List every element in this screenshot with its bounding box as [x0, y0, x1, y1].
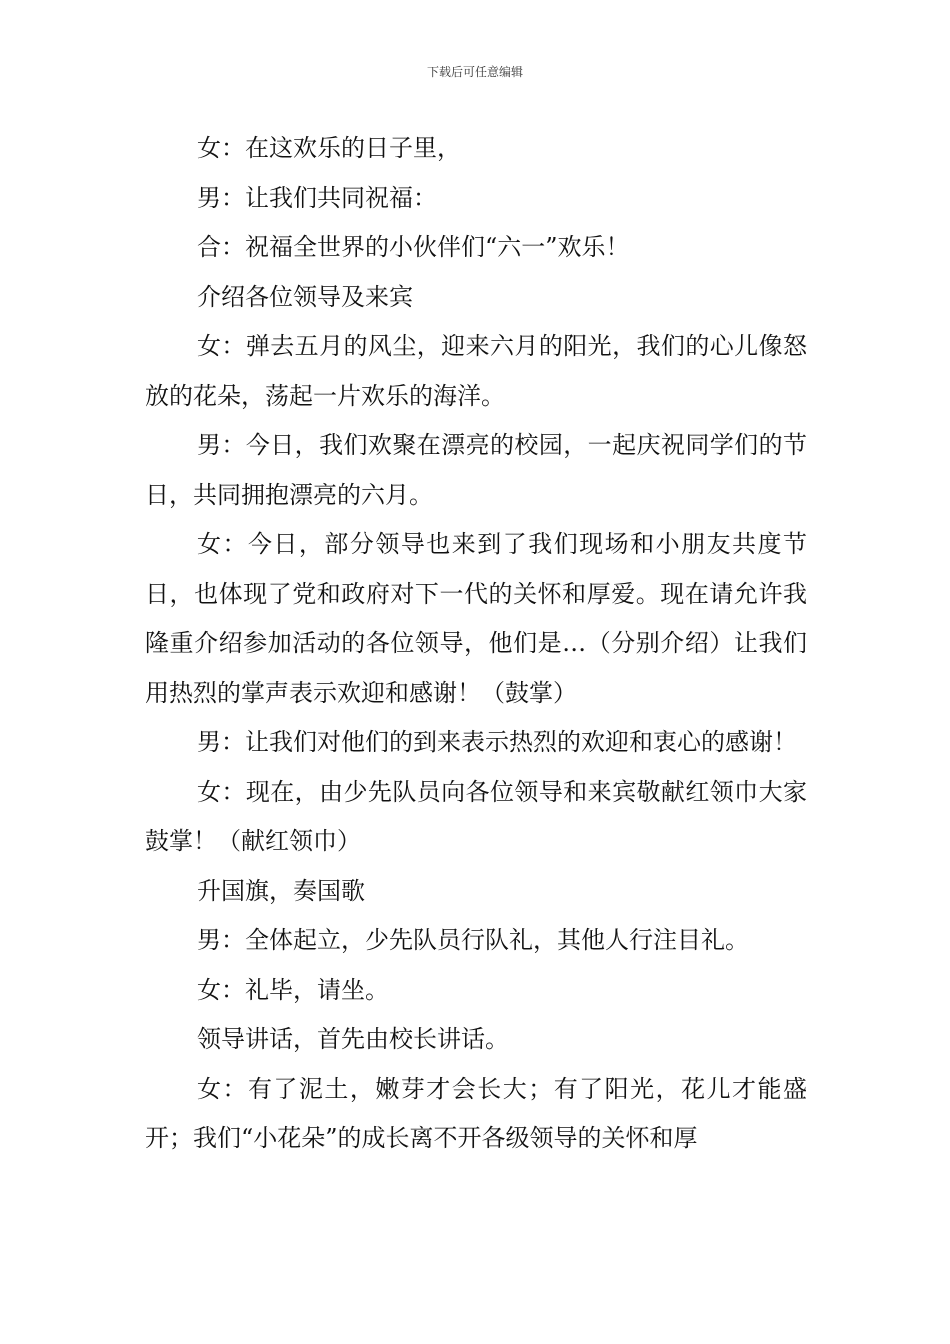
document-body	[145, 124, 807, 1164]
paragraph-7: 女：今日，部分领导也来到了我们现场和小朋友共度节日，也体现了党和政府对下一代的关怀和厚爱。现在请允许我隆重介绍参加活动的各位领导，他们是…（分别介绍）让我们用热烈的掌声表示欢迎和感谢！（鼓掌）	[145, 530, 807, 707]
paragraph-14: 女：有了泥土，嫩芽才会长大；有了阳光，花儿才能盛开；我们“小花朵”的成长离不开各级领导的关怀和厚	[145, 1074, 807, 1152]
section-heading-flag-raising: 升国旗，奏国歌	[197, 876, 365, 905]
paragraph-1: 女：在这欢乐的日子里，	[197, 134, 461, 162]
paragraph-11: 男：全体起立，少先队员行队礼，其他人行注目礼。	[197, 926, 749, 954]
paragraph-5: 女：弹去五月的风尘，迎来六月的阳光，我们的心儿像怒放的花朵，荡起一片欢乐的海洋。	[145, 332, 807, 410]
paragraph-2: 男：让我们共同祝福：	[197, 183, 437, 212]
paragraph-9: 女：现在，由少先队员向各位领导和来宾敬献红领巾大家鼓掌！（献红领巾）	[145, 777, 807, 855]
paragraph-12: 女：礼毕，请坐。	[197, 975, 389, 1004]
paragraph-3: 合：祝福全世界的小伙伴们“六一”欢乐！	[197, 233, 630, 261]
page-header: 下载后可任意编辑	[426, 65, 523, 79]
paragraph-8: 男：让我们对他们的到来表示热烈的欢迎和衷心的感谢！	[197, 728, 797, 756]
section-heading-leader-speech: 领导讲话，首先由校长讲话。	[197, 1025, 509, 1053]
paragraph-6: 男：今日，我们欢聚在漂亮的校园，一起庆祝同学们的节日，共同拥抱漂亮的六月。	[145, 431, 807, 509]
section-heading-introduce-guests: 介绍各位领导及来宾	[197, 282, 413, 311]
